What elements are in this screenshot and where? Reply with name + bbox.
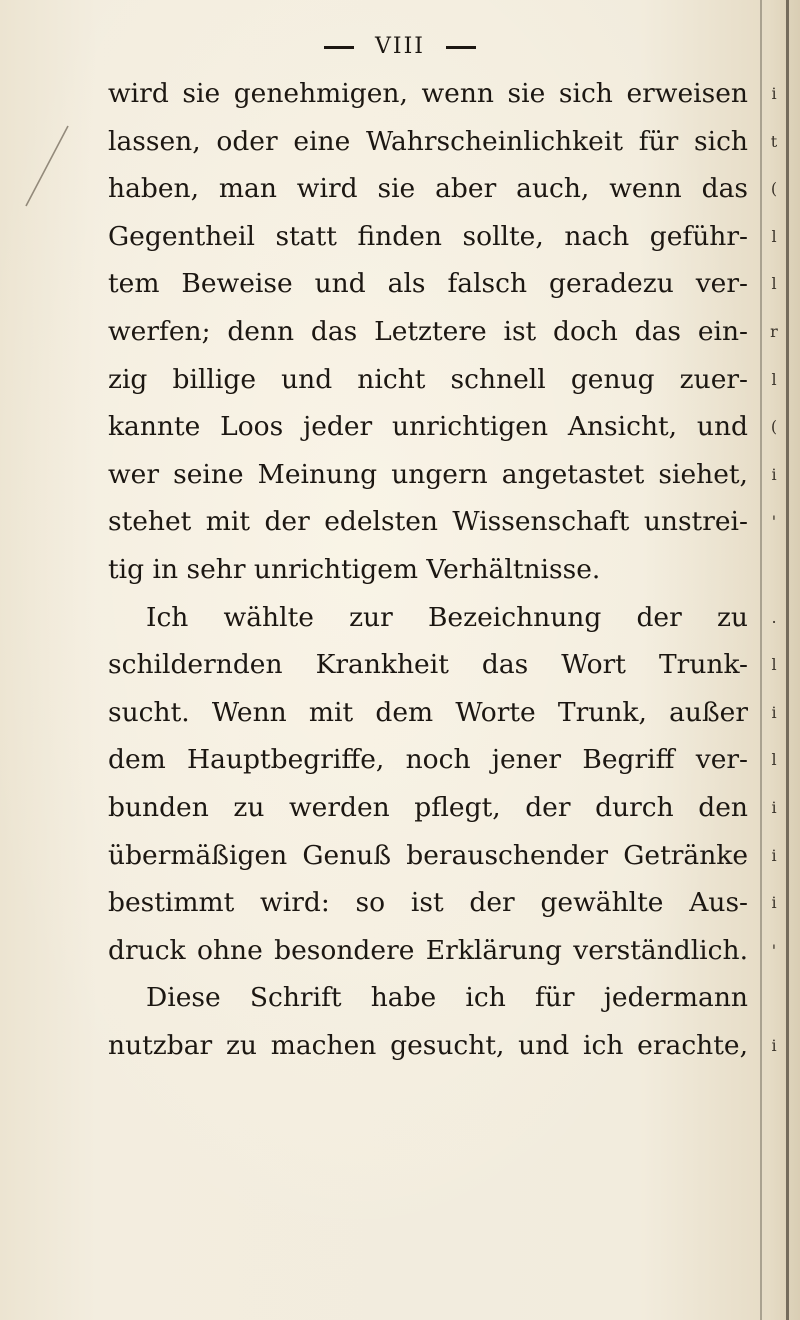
margin-mark: i — [771, 84, 777, 103]
margin-mark: i — [771, 1035, 777, 1055]
margin-mark: i — [771, 464, 777, 484]
margin-mark — [764, 974, 784, 1022]
adjacent-page-margin — [764, 70, 784, 1069]
margin-mark: ( — [770, 417, 778, 437]
text-line: schildernden Krankheit das Wort Trunk- — [108, 649, 748, 681]
text-line: dem Hauptbegriffe, noch jener Begriff ver- — [108, 744, 748, 776]
text-line: haben, man wird sie aber auch, wenn das — [108, 173, 748, 205]
margin-mark: i — [771, 797, 777, 817]
margin-mark: t — [770, 131, 778, 151]
margin-mark: i — [771, 702, 777, 722]
text-line: sucht. Wenn mit dem Worte Trunk, außer — [108, 696, 748, 728]
text-line: stehet mit der edelsten Wissenschaft unstrei- — [108, 506, 748, 538]
body-text — [108, 70, 748, 1069]
margin-mark: l — [771, 369, 777, 389]
page-edge-shadow — [760, 0, 762, 1320]
text-line: tig in sehr unrichtigem Verhältnisse. — [108, 553, 601, 585]
margin-mark: . — [771, 607, 777, 627]
page-edge — [786, 0, 789, 1320]
margin-mark: l — [771, 750, 777, 770]
text-line: wird sie genehmigen, wenn sie sich erweisen — [108, 78, 748, 109]
page-number: VIII — [375, 34, 425, 59]
text-line: Ich wählte zur Bezeichnung der zu — [146, 601, 748, 633]
text-line: bunden zu werden pflegt, der durch den — [108, 791, 748, 823]
page-header — [0, 34, 800, 59]
text-line: übermäßigen Genuß berauschender Getränke — [108, 839, 748, 871]
margin-mark: ' — [771, 512, 777, 532]
header-dash-left — [324, 46, 354, 49]
text-line: bestimmt wird: so ist der gewählte Aus- — [108, 887, 748, 919]
margin-mark — [764, 546, 784, 594]
margin-mark: l — [771, 655, 777, 675]
text-line: zig billige und nicht schnell genug zuer- — [108, 363, 748, 395]
text-line: druck ohne besondere Erklärung verständlich. — [108, 934, 748, 966]
header-dash-right — [446, 46, 476, 49]
margin-mark: l — [771, 226, 777, 246]
margin-mark: i — [771, 845, 777, 865]
text-line: Gegentheil statt finden sollte, nach geführ- — [108, 220, 748, 252]
text-line: kannte Loos jeder unrichtigen Ansicht, und — [108, 411, 748, 443]
text-line: werfen; denn das Letztere ist doch das ein- — [108, 315, 748, 347]
text-line: tem Beweise und als falsch geradezu ver- — [108, 268, 748, 300]
text-line: lassen, oder eine Wahrscheinlichkeit für sich — [108, 125, 748, 157]
text-line: Diese Schrift habe ich für jedermann — [146, 982, 748, 1014]
pencil-mark-icon — [20, 120, 90, 210]
text-line: wer seine Meinung ungern angetastet siehet, — [108, 458, 748, 490]
margin-mark: r — [770, 321, 778, 341]
margin-mark: i — [771, 893, 777, 913]
margin-mark: ( — [770, 179, 778, 199]
margin-mark: l — [771, 274, 777, 294]
text-line: nutzbar zu machen gesucht, und ich erachte, — [108, 1029, 748, 1061]
margin-mark: ' — [771, 940, 777, 960]
